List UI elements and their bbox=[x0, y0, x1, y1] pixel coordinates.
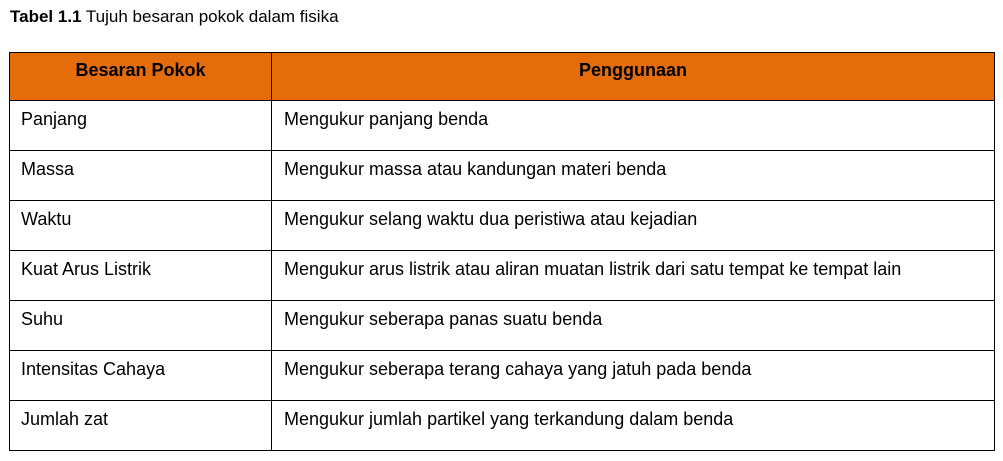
usage-cell: Mengukur panjang benda bbox=[272, 101, 995, 151]
quantity-cell: Kuat Arus Listrik bbox=[10, 251, 272, 301]
table-row bbox=[10, 101, 995, 151]
quantity-cell: Intensitas Cahaya bbox=[10, 351, 272, 401]
usage-cell: Mengukur jumlah partikel yang terkandung dalam benda bbox=[272, 401, 995, 451]
quantity-cell: Massa bbox=[10, 151, 272, 201]
usage-cell: Mengukur selang waktu dua peristiwa atau kejadian bbox=[272, 201, 995, 251]
quantity-cell: Waktu bbox=[10, 201, 272, 251]
physics-quantities-table bbox=[9, 52, 995, 451]
table-caption bbox=[10, 6, 339, 28]
quantity-cell: Panjang bbox=[10, 101, 272, 151]
usage-cell: Mengukur seberapa terang cahaya yang jatuh pada benda bbox=[272, 351, 995, 401]
header-penggunaan: Penggunaan bbox=[272, 53, 995, 101]
table-header-row bbox=[10, 53, 995, 101]
quantity-cell: Jumlah zat bbox=[10, 401, 272, 451]
usage-cell: Mengukur massa atau kandungan materi benda bbox=[272, 151, 995, 201]
usage-cell: Mengukur seberapa panas suatu benda bbox=[272, 301, 995, 351]
header-besaran-pokok: Besaran Pokok bbox=[10, 53, 272, 101]
table-row bbox=[10, 151, 995, 201]
table-row bbox=[10, 351, 995, 401]
table-row bbox=[10, 301, 995, 351]
quantity-cell: Suhu bbox=[10, 301, 272, 351]
table-row bbox=[10, 251, 995, 301]
caption-text: Tujuh besaran pokok dalam fisika bbox=[81, 7, 339, 26]
table-row bbox=[10, 201, 995, 251]
caption-label: Tabel 1.1 bbox=[10, 7, 82, 26]
table-row bbox=[10, 401, 995, 451]
usage-cell: Mengukur arus listrik atau aliran muatan listrik dari satu tempat ke tempat lain bbox=[272, 251, 995, 301]
